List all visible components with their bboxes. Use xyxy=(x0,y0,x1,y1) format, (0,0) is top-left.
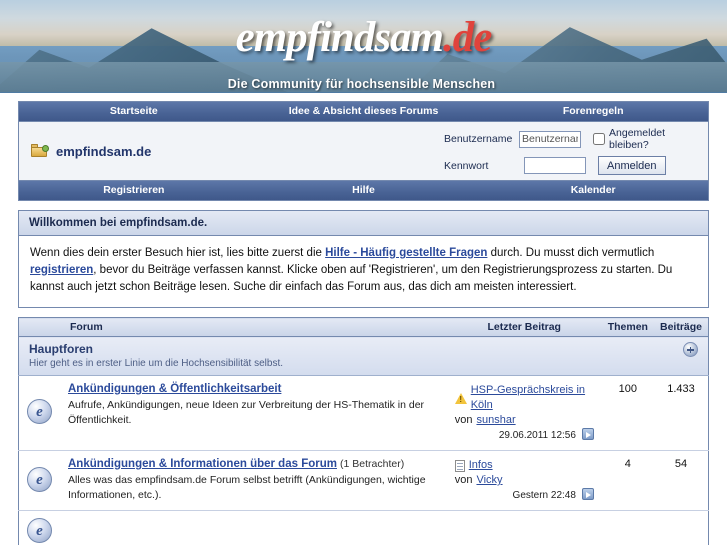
forum-title-link[interactable]: Ankündigungen & Öffentlichkeitsarbeit xyxy=(68,383,282,395)
forum-status-icon xyxy=(27,467,52,492)
header-icon-col xyxy=(19,318,61,337)
last-post-cell xyxy=(447,376,602,451)
welcome-text-2: durch. Du musst dich vermutlich xyxy=(487,247,655,259)
site-logo-text xyxy=(228,16,500,93)
welcome-text-1: Wenn dies dein erster Besuch hier ist, lies bitte zuerst die xyxy=(30,247,326,259)
forum-status-icon-cell xyxy=(19,376,61,451)
site-title-block xyxy=(19,122,436,180)
login-button[interactable]: Anmelden xyxy=(598,156,666,175)
welcome-body xyxy=(19,236,708,307)
category-cell xyxy=(19,337,709,376)
table-row xyxy=(19,451,709,511)
warning-icon xyxy=(455,393,467,404)
last-post-author-line xyxy=(455,473,594,488)
forum-status-icon-cell xyxy=(19,451,61,511)
site-tagline: Die Community für hochsensible Menschen xyxy=(227,77,496,91)
nav-registrieren[interactable]: Registrieren xyxy=(103,184,165,196)
username-input[interactable] xyxy=(519,131,581,148)
welcome-panel xyxy=(18,210,709,308)
last-post-by-label: von xyxy=(454,474,473,486)
forum-description: Alles was das empfindsam.de Forum selbst betrifft (Ankündigungen, wichtige Informationen, etc.). xyxy=(68,474,426,501)
last-post-by-label: von xyxy=(454,414,473,426)
forum-info-cell xyxy=(60,376,447,451)
site-banner xyxy=(0,0,727,93)
last-post-date: Gestern xyxy=(512,490,549,501)
last-post-date-line xyxy=(455,488,594,503)
goto-last-post-icon[interactable] xyxy=(582,428,594,440)
password-input[interactable] xyxy=(524,157,586,174)
last-post-title-link[interactable]: Infos xyxy=(468,459,493,471)
login-row xyxy=(18,121,709,181)
forum-status-icon: e xyxy=(27,518,52,543)
forum-description: Aufrufe, Ankündigungen, neue Ideen zur Verbreitung der HS-Thematik in der Öffentlichkeit. xyxy=(68,399,425,426)
category-row xyxy=(19,337,709,376)
logo-dot: . xyxy=(443,14,453,61)
last-post-author-line xyxy=(455,413,594,428)
site-title-text: empfindsam.de xyxy=(56,143,152,159)
login-username-line xyxy=(444,127,700,151)
category-title: Hauptforen xyxy=(29,342,93,356)
top-navbar xyxy=(18,101,709,121)
header-posts: Beiträge xyxy=(654,318,709,337)
topics-count xyxy=(602,511,654,545)
posts-count: 1.433 xyxy=(654,376,709,451)
username-label: Benutzername xyxy=(444,133,513,145)
topics-count: 4 xyxy=(602,451,654,511)
forum-info-cell xyxy=(60,511,447,545)
last-post-title-line xyxy=(455,383,594,413)
last-post-cell xyxy=(447,511,602,545)
forum-list-table xyxy=(18,317,709,545)
forum-info-cell xyxy=(60,451,447,511)
login-password-line xyxy=(444,156,700,175)
faq-link[interactable]: Hilfe - Häufig gestellte Fragen xyxy=(325,247,488,259)
document-icon xyxy=(455,460,465,472)
header-topics: Themen xyxy=(602,318,654,337)
register-link[interactable]: registrieren xyxy=(30,264,94,276)
category-subtitle: Hier geht es in erster Linie um die Hochsensibilität selbst. xyxy=(29,358,284,369)
topics-count: 100 xyxy=(602,376,654,451)
remember-me-checkbox[interactable] xyxy=(593,133,605,145)
remember-me-wrap[interactable] xyxy=(593,127,700,151)
last-post-date-line xyxy=(455,428,594,443)
last-post-author-link[interactable]: sunshar xyxy=(476,414,516,426)
page-content xyxy=(0,93,727,545)
last-post-cell xyxy=(447,451,602,511)
table-row-partial xyxy=(19,511,709,545)
posts-count: 54 xyxy=(654,451,709,511)
last-post-time: 22:48 xyxy=(550,490,576,501)
header-last-post: Letzter Beitrag xyxy=(447,318,602,337)
forum-icon-letter: e xyxy=(36,471,43,488)
remember-me-label[interactable]: Angemeldet bleiben? xyxy=(609,127,666,151)
forum-icon-letter: e xyxy=(36,404,43,420)
forum-viewers: (1 Betrachter) xyxy=(340,458,405,470)
forum-status-icon-cell xyxy=(19,511,61,545)
posts-count xyxy=(654,511,709,545)
forum-title-link[interactable]: Ankündigungen & Informationen über das Forum xyxy=(68,458,337,470)
password-label: Kennwort xyxy=(444,159,489,172)
last-post-title-line xyxy=(455,458,594,473)
table-row xyxy=(19,376,709,451)
nav-hilfe[interactable]: Hilfe xyxy=(352,184,375,196)
forum-table-header xyxy=(19,318,709,337)
nav-kalender[interactable]: Kalender xyxy=(570,184,616,196)
collapse-icon[interactable] xyxy=(683,342,698,357)
header-forum: Forum xyxy=(60,318,447,337)
login-box xyxy=(436,122,708,180)
logo-tld: de xyxy=(452,14,492,61)
bottom-navbar xyxy=(18,181,709,201)
welcome-text-3: , bevor du Beiträge verfassen kannst. Klicke oben auf 'Registrieren', um den Registrierungsprozess zu starten. Du kannst auch jetzt schon Beiträge lesen. Suche dir einfach das Forum aus, das dich am meisten interessiert. xyxy=(30,264,673,293)
last-post-time: 12:56 xyxy=(550,430,576,441)
logo-main: empfindsam xyxy=(235,14,444,61)
nav-forenregeln[interactable]: Forenregeln xyxy=(562,105,624,117)
nav-startseite[interactable]: Startseite xyxy=(109,105,158,117)
goto-last-post-icon[interactable] xyxy=(582,488,594,500)
last-post-author-link[interactable]: Vicky xyxy=(476,474,503,486)
forum-home-icon xyxy=(31,144,49,158)
last-post-title-link[interactable]: HSP-Gesprächskreis in Köln xyxy=(470,384,586,411)
site-logo[interactable] xyxy=(0,16,727,93)
forum-status-icon xyxy=(27,399,52,424)
nav-idee-absicht[interactable]: Idee & Absicht dieses Forums xyxy=(288,105,439,117)
welcome-heading: Willkommen bei empfindsam.de. xyxy=(19,211,708,236)
last-post-date: 29.06.2011 xyxy=(498,430,549,441)
